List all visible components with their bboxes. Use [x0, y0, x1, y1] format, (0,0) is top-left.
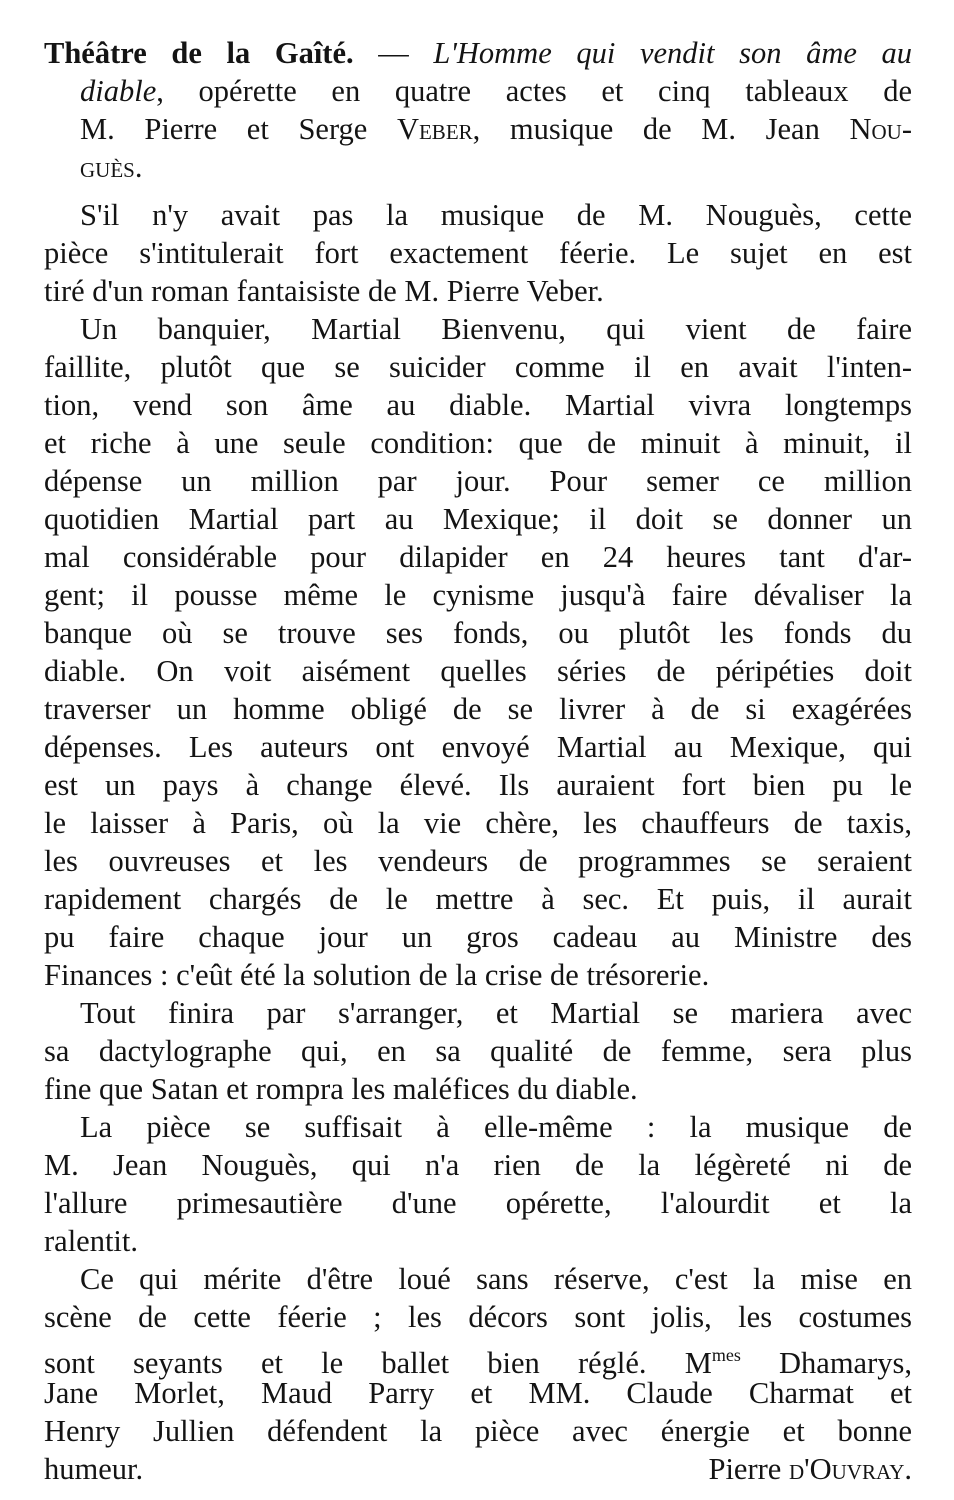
body-line: M. Jean Nouguès, qui n'a rien de la légèreté ni de: [44, 1148, 912, 1182]
play-title: L'Homme qui vendit son âme au: [433, 36, 913, 70]
body-line: tiré d'un roman fantaisiste de M. Pierre Veber.: [44, 274, 604, 308]
body-line: les ouvreuses et les vendeurs de programmes se seraient: [44, 844, 912, 878]
body-line: est un pays à change élevé. Ils auraient fort bien pu le: [44, 768, 912, 802]
play-title-continued: diable: [80, 74, 157, 108]
performers-text-after: Dhamarys,: [740, 1346, 912, 1380]
body-line: gent; il pousse même le cynisme jusqu'à faire dévaliser la: [44, 578, 912, 612]
header-music: , musique de M. Jean: [472, 112, 850, 146]
body-line: le laisser à Paris, où la vie chère, les chauffeurs de taxis,: [44, 806, 912, 840]
body-line: ralentit.: [44, 1224, 139, 1258]
header-line-3: [80, 110, 912, 148]
body-line: pièce s'intitulerait fort exactement féerie. Le sujet en est: [44, 236, 912, 270]
body-line: Ce qui mérite d'être loué sans réserve, c'est la mise en: [80, 1262, 912, 1296]
header-line-1: [44, 34, 912, 72]
body-line: pu faire chaque jour un gros cadeau au Ministre des: [44, 920, 912, 954]
header-line-4: [80, 148, 912, 186]
author-name-veber: Veber: [396, 112, 473, 146]
author-period: .: [904, 1452, 912, 1486]
body-line: tion, vend son âme au diable. Martial vivra longtemps: [44, 388, 912, 422]
body-line: quotidien Martial part au Mexique; il doit se donner un: [44, 502, 912, 536]
venue-name: Théâtre de la Gaîté.: [44, 36, 354, 70]
author-signature: [708, 1450, 912, 1488]
mesdames-superscript: mes: [711, 1345, 741, 1365]
author-last-name: d'Ouvray: [788, 1452, 905, 1486]
body-line: mal considérable pour dilapider en 24 heures tant d'ar-: [44, 540, 912, 574]
author-first-name: Pierre: [708, 1452, 789, 1486]
body-line: et riche à une seule condition: que de minuit à minuit, il: [44, 426, 912, 460]
header-dash: —: [353, 36, 434, 70]
body-line: dépenses. Les auteurs ont envoyé Martial au Mexique, qui: [44, 730, 912, 764]
signoff-line: [44, 1450, 912, 1488]
closing-word: humeur.: [44, 1452, 144, 1486]
body-line: faillite, plutôt que se suicider comme il en avait l'inten-: [44, 350, 912, 384]
performers-text-before: sont seyants et le ballet bien réglé. M: [44, 1346, 712, 1380]
body-line: sa dactylographe qui, en sa qualité de femme, sera plus: [44, 1034, 912, 1068]
body-line: traverser un homme obligé de se livrer à de si exagérées: [44, 692, 912, 726]
header-period: .: [134, 150, 143, 184]
body-line: l'allure primesautière d'une opérette, l'alourdit et la: [44, 1186, 912, 1220]
header-description: , opérette en quatre actes et cinq tableaux de: [156, 74, 912, 108]
body-line: Un banquier, Martial Bienvenu, qui vient de faire: [80, 312, 912, 346]
body-line: La pièce se suffisait à elle-même : la musique de: [80, 1110, 912, 1144]
header-authors: M. Pierre et Serge: [80, 112, 397, 146]
composer-name-part2: guès: [80, 150, 135, 184]
body-line: diable. On voit aisément quelles séries de péripéties doit: [44, 654, 912, 688]
header-line-2: [80, 72, 912, 110]
body-line: dépense un million par jour. Pour semer ce million: [44, 464, 912, 498]
body-line: scène de cette féerie ; les décors sont jolis, les costumes: [44, 1300, 912, 1334]
body-line: S'il n'y avait pas la musique de M. Nouguès, cette: [80, 198, 912, 232]
body-line: Henry Jullien défendent la pièce avec énergie et bonne: [44, 1414, 912, 1448]
body-line: rapidement chargés de le mettre à sec. Et puis, il aurait: [44, 882, 912, 916]
body-line: Jane Morlet, Maud Parry et MM. Claude Charmat et: [44, 1376, 912, 1410]
body-line: fine que Satan et rompra les maléfices du diable.: [44, 1072, 638, 1106]
body-line-performers: [44, 1336, 912, 1380]
composer-name-part1: Nou-: [849, 112, 912, 146]
body-line: Finances : c'eût été la solution de la crise de trésorerie.: [44, 958, 710, 992]
body-line: banque où se trouve ses fonds, ou plutôt les fonds du: [44, 616, 912, 650]
body-line: Tout finira par s'arranger, et Martial se mariera avec: [80, 996, 912, 1030]
